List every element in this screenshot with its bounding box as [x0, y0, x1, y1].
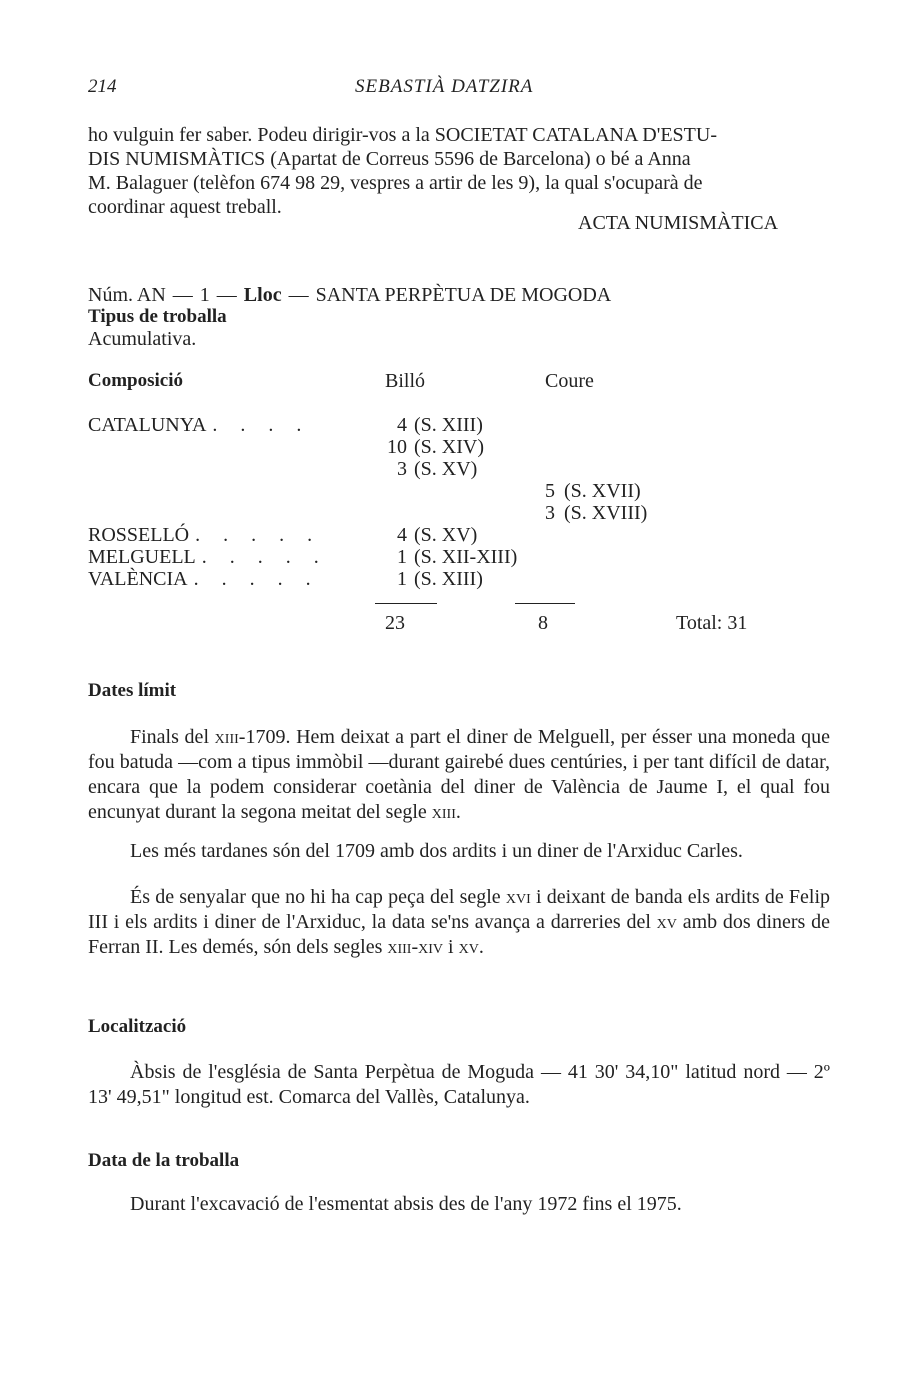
- billo-century: (S. XIV): [414, 436, 484, 458]
- leader-dots: . . . . .: [193, 568, 320, 590]
- text-run: i: [448, 936, 454, 958]
- small-caps-run: xv: [458, 936, 479, 958]
- region-row: [88, 546, 328, 569]
- text-run: amb dos diners de Ferran II. Les demés, són dels segles: [88, 911, 830, 958]
- grand-total: Total: 31: [676, 612, 748, 634]
- small-caps-run: xvi: [505, 886, 531, 908]
- tipus-heading: Tipus de troballa: [88, 306, 227, 327]
- small-caps-run: xv: [656, 911, 677, 933]
- coure-total-rule: [515, 603, 575, 604]
- coure-total: 8: [538, 612, 548, 634]
- small-caps-run: xiii-xiv: [387, 936, 444, 958]
- text-run: .: [455, 801, 461, 823]
- lloc-label: Lloc: [243, 284, 282, 306]
- billo-century: (S. XII-XIII): [414, 546, 518, 568]
- lloc-dash-2: —: [288, 284, 309, 306]
- small-caps-run: xiii: [431, 801, 456, 823]
- record-number-line: [88, 284, 611, 307]
- billo-total: 23: [385, 612, 405, 634]
- column-header-billo: Billó: [385, 370, 426, 392]
- intro-line: DIS NUMISMÀTICS (Apartat de Correus 5596 de Barcelona) o bé a Anna: [88, 148, 691, 170]
- page-number: 214: [88, 76, 117, 97]
- composition-heading: Composició: [88, 370, 183, 391]
- dates-heading: Dates límit: [88, 680, 177, 701]
- leader-dots: . . . . .: [201, 546, 328, 568]
- billo-count: 4: [397, 524, 407, 546]
- data-troballa-heading: Data de la troballa: [88, 1150, 240, 1171]
- billo-count: 1: [397, 568, 407, 590]
- coure-count: 3: [545, 502, 555, 524]
- small-caps-run: xiii: [214, 726, 239, 748]
- lloc-value: SANTA PERPÈTUA DE MOGODA: [315, 284, 612, 306]
- localitzacio-text: Àbsis de l'església de Santa Perpètua de Moguda — 41 30' 34,10" latitud nord — 2º 13' 49,51" longitud est. Comarca del Vallès, Catalunya.: [88, 1061, 830, 1108]
- coure-century: (S. XVIII): [564, 502, 648, 524]
- billo-count: 10: [387, 436, 407, 458]
- billo-century: (S. XV): [414, 458, 478, 480]
- region-row: [88, 414, 310, 437]
- intro-line: coordinar aquest treball.: [88, 196, 282, 218]
- billo-count: 4: [397, 414, 407, 436]
- num-value: 1: [199, 284, 210, 306]
- region-label: MELGUELL: [88, 546, 196, 568]
- text-run: -1709. Hem deixat a part el diner de Melguell, per ésser una moneda que fou batuda —com a tipus immòbil —durant gairebé dues centúries, i per tant difícil de datar, encara que la podem considerar coetània del diner de València de Jaume I, el qual fou encunyat durant la segona meitat del segle: [88, 726, 830, 823]
- coure-count: 5: [545, 480, 555, 502]
- signature: ACTA NUMISMÀTICA: [578, 212, 779, 234]
- leader-dots: . . . .: [212, 414, 311, 436]
- region-row: [88, 568, 320, 591]
- intro-line: M. Balaguer (telèfon 674 98 29, vespres a artir de les 9), la qual s'ocuparà de: [88, 172, 703, 194]
- coure-century: (S. XVII): [564, 480, 641, 502]
- column-header-coure: Coure: [545, 370, 594, 392]
- billo-century: (S. XIII): [414, 414, 483, 436]
- billo-century: (S. XIII): [414, 568, 483, 590]
- leader-dots: . . . . .: [195, 524, 322, 546]
- region-row: [88, 524, 321, 547]
- text-run: .: [478, 936, 484, 958]
- dates-paragraph-2: Les més tardanes són del 1709 amb dos ardits i un diner de l'Arxiduc Carles.: [130, 840, 743, 862]
- num-label: Núm. AN: [88, 284, 166, 306]
- dates-paragraph-3: [88, 885, 830, 960]
- region-label: VALÈNCIA: [88, 568, 188, 590]
- localitzacio-heading: Localització: [88, 1016, 187, 1037]
- data-troballa-text: Durant l'excavació de l'esmentat absis des de l'any 1972 fins el 1975.: [130, 1193, 682, 1215]
- lloc-dash: —: [216, 284, 237, 306]
- text-run: Finals del: [130, 726, 209, 748]
- region-label: CATALUNYA: [88, 414, 207, 436]
- region-label: ROSSELLÓ: [88, 524, 190, 546]
- intro-line: ho vulguin fer saber. Podeu dirigir-vos a la SOCIETAT CATALANA D'ESTU-: [88, 124, 718, 146]
- dates-paragraph-1: [88, 725, 830, 825]
- num-dash: —: [172, 284, 193, 306]
- text-run: És de senyalar que no hi ha cap peça del segle: [130, 886, 501, 908]
- billo-total-rule: [375, 603, 437, 604]
- text-run: i deixant de banda els ardits de Felip III i els ardits i diner de l'Arxiduc, la data se'ns avança a darreries del: [88, 886, 831, 933]
- billo-count: 3: [397, 458, 407, 480]
- running-title: SEBASTIÀ DATZIRA: [355, 76, 534, 97]
- billo-count: 1: [397, 546, 407, 568]
- tipus-value: Acumulativa.: [88, 328, 197, 350]
- billo-century: (S. XV): [414, 524, 478, 546]
